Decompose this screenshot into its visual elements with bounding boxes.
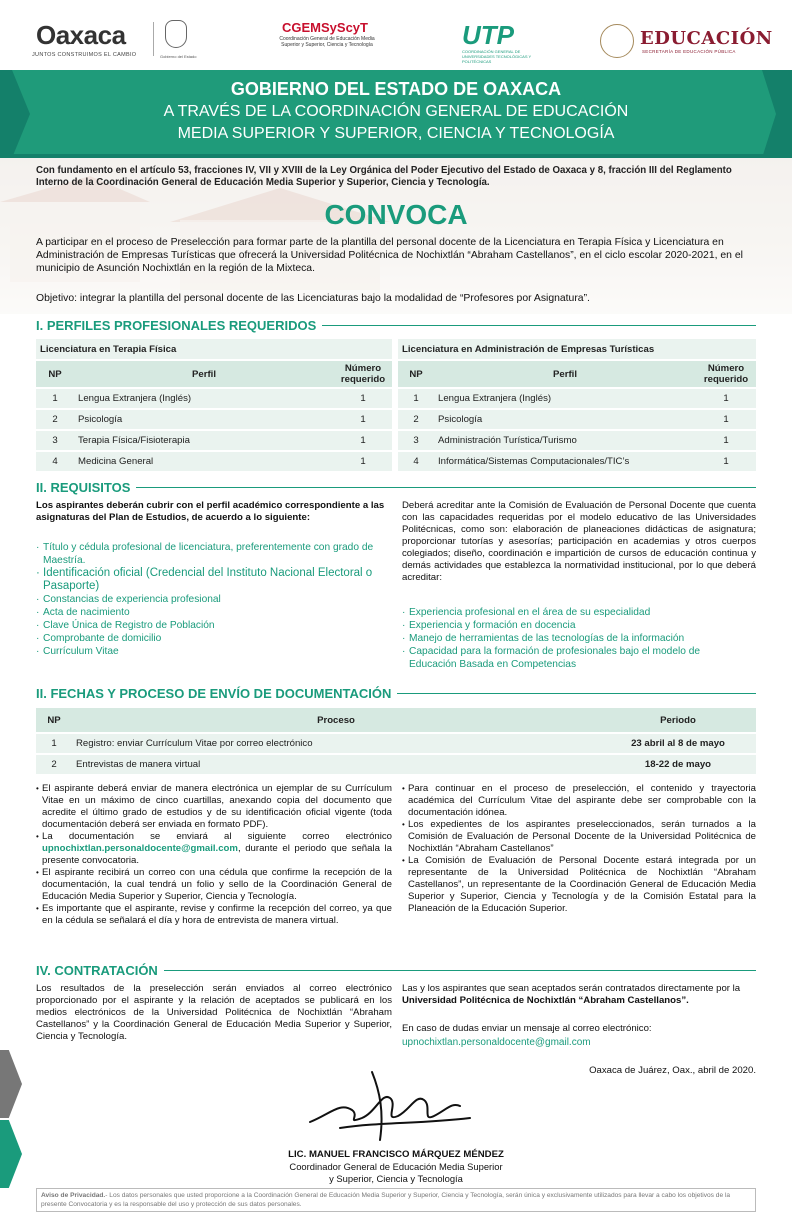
- list-item: · Constancias de experiencia profesional: [36, 593, 392, 606]
- list-item: · Capacidad para la formación de profesionales bajo el modelo de Educación Basada en Competencias: [402, 645, 732, 671]
- table-row: 1 Registro: enviar Currículum Vitae por correo electrónico 23 abril al 8 de mayo: [36, 734, 756, 753]
- table-terapia-fisica: [36, 337, 392, 473]
- signer-role-2: y Superior, Ciencia y Tecnología: [329, 1173, 463, 1184]
- convoca-heading: CONVOCA: [324, 199, 468, 230]
- oaxaca-logo: Oaxaca: [36, 20, 126, 50]
- list-item: · Título y cédula profesional de licenciatura, preferentemente con grado de Maestría.: [36, 541, 392, 567]
- list-item: · Manejo de herramientas de las tecnologías de la información: [402, 632, 732, 645]
- requisitos-list: [36, 541, 392, 658]
- table-row: 2 Psicología 1: [398, 410, 756, 429]
- objective-text: Objetivo: integrar la plantilla del personal docente de las Licenciaturas bajo la modalidad de “Profesores por Asignatura”.: [36, 293, 590, 304]
- cgem-subtitle: Coordinación General de Educación Media Superior y Superior, Ciencia y Tecnología: [279, 36, 375, 48]
- col-periodo: Periodo: [600, 708, 756, 732]
- section-requisitos-heading: II. REQUISITOS: [36, 480, 756, 495]
- place-date: Oaxaca de Juárez, Oax., abril de 2020.: [589, 1065, 756, 1076]
- col-np: NP: [36, 361, 74, 387]
- educacion-logo: EDUCACIÓN: [640, 28, 773, 49]
- table-caption: Licenciatura en Terapia Física: [36, 339, 392, 359]
- list-item: • La documentación se enviará al siguiente correo electrónico upnochixtlan.personaldocente@gmail.com, durante el periodo que señala la presente convocatoria.: [36, 831, 392, 867]
- col-np: NP: [36, 708, 72, 732]
- table-row: 3 Administración Turística/Turismo 1: [398, 431, 756, 450]
- section-contratacion-heading: IV. CONTRATACIÓN: [36, 963, 756, 978]
- contratacion-text: Los resultados de la preselección serán enviados al correo electrónico proporcionado por el aspirante y la relación de aceptados se publicará en los medios electrónicos de la Universidad Politécnica de Nochixtlán “Abraham Castellanos” y la Coordinación General de Educación Media Superior y Superior, Ciencia y Tecnología.: [36, 983, 392, 1042]
- table-row: 1 Lengua Extranjera (Inglés) 1: [398, 389, 756, 408]
- signer-role-1: Coordinador General de Educación Media Superior: [289, 1161, 503, 1172]
- side-tab-green: [0, 1120, 22, 1188]
- table-row: 3 Terapia Física/Fisioterapia 1: [36, 431, 392, 450]
- col-np: NP: [398, 361, 434, 387]
- table-row: 4 Medicina General 1: [36, 452, 392, 471]
- legal-basis: Con fundamento en el artículo 53, fracciones IV, VII y XVIII de la Ley Orgánica del Poder Ejecutivo del Estado de Oaxaca y 8, fracción III del Reglamento Interno de la Coordinación General de Educación Media Superior y Superior, Ciencia y Tecnología.: [36, 165, 732, 188]
- table-row: 2 Psicología 1: [36, 410, 392, 429]
- col-perfil: Perfil: [74, 361, 334, 387]
- logo-bar: [0, 0, 792, 70]
- banner-subtitle-1: A TRAVÉS DE LA COORDINACIÓN GENERAL DE EDUCACIÓN: [163, 103, 629, 120]
- cgem-logo: CGEMSyScyT: [282, 20, 368, 35]
- sep-eagle-icon: [600, 24, 634, 58]
- col-perfil: Perfil: [434, 361, 696, 387]
- utp-logo: UTP: [462, 20, 514, 50]
- list-item: • El aspirante deberá enviar de manera electrónica un ejemplar de su Currículum Vitae en un máximo de cinco cuartillas, anexando copia del documento que acredite el último grado de estudios y de su identificación oficial vigente (toda documentación deberá ser enviada en formato PDF).: [36, 783, 392, 831]
- table-row: 4 Informática/Sistemas Computacionales/TIC’s 1: [398, 452, 756, 471]
- list-item: · Currículum Vitae: [36, 645, 392, 658]
- list-item: · Experiencia y formación en docencia: [402, 619, 732, 632]
- table-row: 2 Entrevistas de manera virtual 18-22 de mayo: [36, 755, 756, 774]
- table-empresas-turisticas: [398, 337, 756, 473]
- col-proceso: Proceso: [72, 708, 600, 732]
- list-item: • Es importante que el aspirante, revise y confirme la recepción del correo, ya que en la cédula se señalará el día y hora de entrevista de manera virtual.: [36, 903, 392, 927]
- dudas-text: En caso de dudas enviar un mensaje al correo electrónico:: [402, 1023, 652, 1034]
- list-item: • El aspirante recibirá un correo con una cédula que confirme la recepción de la documentación, la cual tendrá un folio y sello de la Coordinación General de Educación Media Superior y Superior, Ciencia y Tecnología.: [36, 867, 392, 903]
- table-row: 1 Lengua Extranjera (Inglés) 1: [36, 389, 392, 408]
- list-item: • La Comisión de Evaluación de Personal Docente estará integrada por un representante de la Universidad Politécnica de Nochixtlán “Abraham Castellanos”, un representante de la Coordinación General de Educación Media Superior y Superior, Ciencia y Tecnología y de la Comisión Estatal para la Planeación de la Educación Superior.: [402, 855, 756, 915]
- list-item: · Clave Única de Registro de Población: [36, 619, 392, 632]
- banner-subtitle-2: MEDIA SUPERIOR Y SUPERIOR, CIENCIA Y TECNOLOGÍA: [177, 125, 615, 142]
- list-item: • Los expedientes de los aspirantes preseleccionados, serán turnados a la Comisión de Evaluación de Personal Docente de la Universidad Politécnica de Nochixtlán “Abraham Castellanos”: [402, 819, 756, 855]
- contratacion-directa: Las y los aspirantes que sean aceptados serán contratados directamente por la Universidad Politécnica de Nochixtlán “Abraham Castellanos”.: [402, 983, 741, 1006]
- table-caption: Licenciatura en Administración de Empresas Turísticas: [398, 339, 756, 359]
- requisitos-lead: Los aspirantes deberán cubrir con el perfil académico correspondiente a las asignaturas del Plan de Estudios, de acuerdo a lo siguiente:: [36, 500, 385, 523]
- side-tab-gray: [0, 1050, 22, 1118]
- acreditar-list: [402, 606, 732, 671]
- utp-subtitle: COORDINACIÓN GENERAL DE UNIVERSIDADES TECNOLÓGICAS Y POLITÉCNICAS: [462, 49, 532, 64]
- dudas-email-link[interactable]: upnochixtlan.personaldocente@gmail.com: [402, 1037, 591, 1048]
- participation-text: A participar en el proceso de Preselección para formar parte de la plantilla del personal docente de la Licenciatura en Terapia Física y Licenciatura en Administración de Empresas Turísticas que ofrecerá la Universidad Politécnica de Nochixtlán “Abraham Castellanos”, en el ciclo escolar 2020-2021, en el municipio de Asunción Nochixtlán en la región de la Mixteca.: [36, 237, 743, 274]
- state-crest-icon: [165, 20, 187, 48]
- contact-email-link[interactable]: upnochixtlan.personaldocente@gmail.com: [42, 843, 238, 854]
- table-fechas: [36, 706, 756, 776]
- sep-subtitle: SECRETARÍA DE EDUCACIÓN PÚBLICA: [642, 49, 736, 54]
- section-fechas-heading: II. FECHAS Y PROCESO DE ENVÍO DE DOCUMENTACIÓN: [36, 686, 756, 701]
- signer-name: LIC. MANUEL FRANCISCO MÁRQUEZ MÉNDEZ: [288, 1149, 504, 1160]
- list-item: · Comprobante de domicilio: [36, 632, 392, 645]
- list-item: · Experiencia profesional en el área de su especialidad: [402, 606, 732, 619]
- privacy-notice: Aviso de Privacidad.- Los datos personales que usted proporcione a la Coordinación General de Educación Media Superior y Superior, Ciencia y Tecnología, serán única y exclusivamente utilizados para llevar a cabo los objetivos de la presente Convocatoria y es la responsable del uso y protección de sus datos personales.: [36, 1188, 756, 1212]
- gobierno-label: Gobierno del Estado: [160, 54, 197, 59]
- oaxaca-tagline: JUNTOS CONSTRUIMOS EL CAMBIO: [32, 52, 137, 58]
- col-numero: Número requerido: [696, 361, 756, 387]
- col-numero: Número requerido: [334, 361, 392, 387]
- list-item: · Identificación oficial (Credencial del Instituto Nacional Electoral o Pasaporte): [36, 567, 392, 593]
- logo-divider: [153, 22, 154, 56]
- section-perfiles-heading: I. PERFILES PROFESIONALES REQUERIDOS: [36, 318, 756, 333]
- capacidades-text: Deberá acreditar ante la Comisión de Evaluación de Personal Docente que cuenta con las capacidades requeridas por el modelo educativo de las Universidades Politécnicas, como son: elaboración de planeaciones didácticas de asignatura; proporcionar tutorías y asesorías; participación en academias y otros cuerpos colegiados; diseño, coordinación e impartición de cursos de educación continua y demás actividades que establezca la normatividad institucional, por lo que deberá acreditar:: [402, 500, 756, 583]
- signature-graphic: [300, 1062, 480, 1146]
- list-item: • Para continuar en el proceso de preselección, el contenido y trayectoria académica del Currículum Vitae del aspirante debe ser comprobable con la documentación idónea.: [402, 783, 756, 819]
- banner-title: GOBIERNO DEL ESTADO DE OAXACA: [230, 79, 562, 99]
- envio-instructions-right: [402, 783, 756, 915]
- envio-instructions-left: [36, 783, 392, 927]
- list-item: · Acta de nacimiento: [36, 606, 392, 619]
